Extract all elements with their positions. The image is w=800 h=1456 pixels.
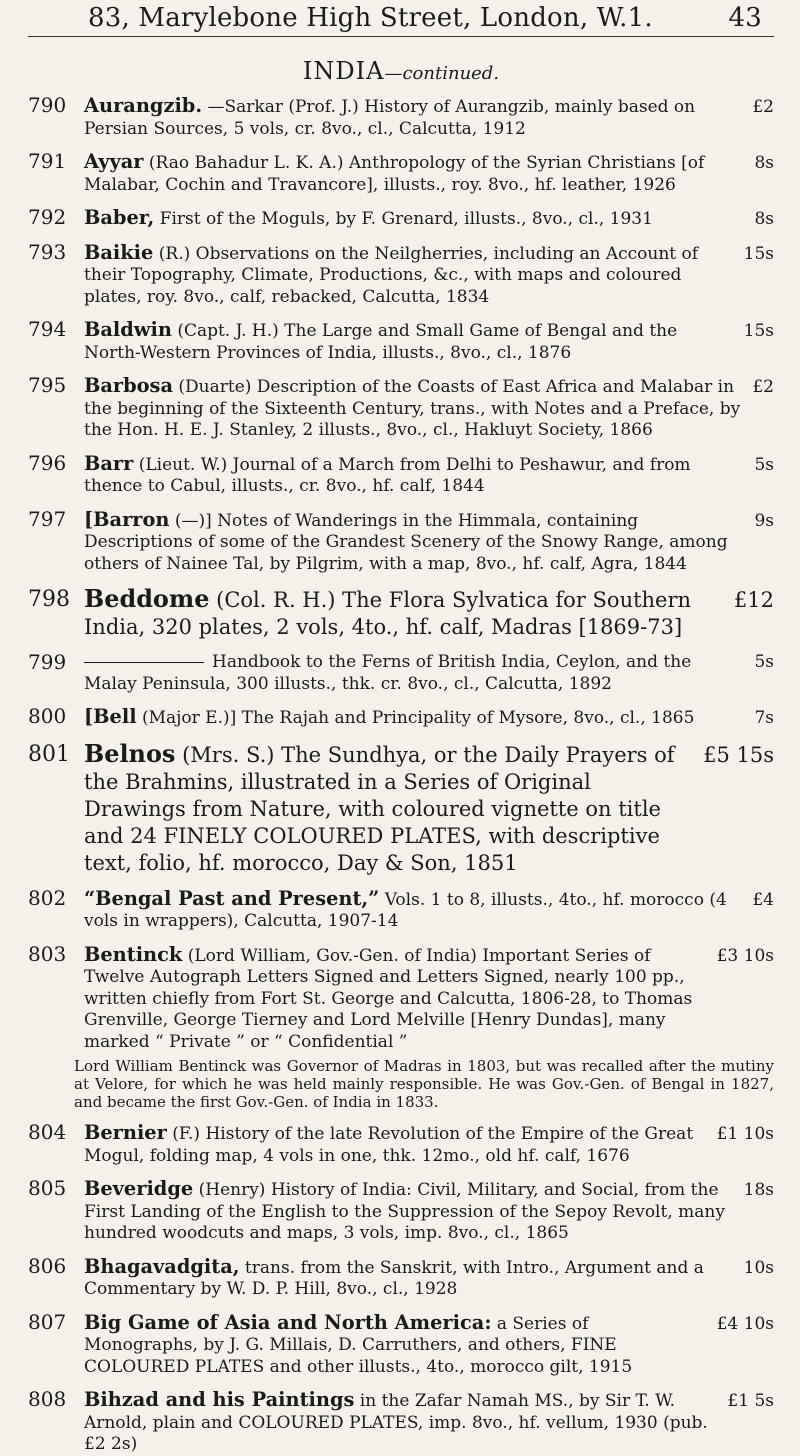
entry-line	[84, 319, 774, 364]
entry-number: 802	[28, 885, 67, 910]
entry-number: 801	[28, 741, 70, 767]
catalogue-entry	[28, 941, 774, 1112]
page-number: 43	[728, 3, 762, 33]
entry-price: 8s	[754, 153, 774, 173]
entry-body	[84, 706, 694, 730]
catalogue-entry	[28, 95, 774, 140]
entry-body	[84, 1312, 705, 1379]
entry-number: 798	[28, 587, 70, 612]
entry-body	[84, 375, 740, 442]
entry-number: 799	[28, 650, 67, 674]
catalogue-entry	[28, 450, 774, 498]
entry-author: Big Game of Asia and North America:	[84, 1310, 492, 1334]
entry-price: £4 10s	[716, 1313, 774, 1334]
catalogue-entry	[28, 741, 774, 877]
entry-author: [Barron	[84, 507, 170, 531]
entry-price: £1 10s	[716, 1124, 774, 1144]
entry-number: 796	[28, 450, 67, 475]
entry-author: Belnos	[84, 739, 176, 768]
entry-price: 18s	[743, 1180, 774, 1200]
entry-body	[84, 509, 742, 576]
entry-price: 7s	[754, 708, 774, 728]
entry-body	[84, 1256, 732, 1301]
running-head	[28, 0, 774, 36]
entry-line	[84, 509, 774, 576]
entry-price: 15s	[743, 321, 774, 341]
entry-number: 808	[28, 1387, 67, 1411]
entry-price: 5s	[754, 652, 774, 672]
entry-price: £2	[752, 97, 774, 117]
entry-body	[84, 453, 742, 498]
entry-description: (Rao Bahadur L. K. A.) Anthropology of the Syrian Christians [of Malabar, Cochin and Travancore], illusts., roy. 8vo., hf. leather, 1926	[84, 153, 705, 195]
entry-price: £5 15s	[703, 742, 774, 767]
entry-author: Bihzad and his Paintings	[84, 1388, 355, 1411]
entry-list	[28, 95, 774, 1456]
entry-description: a Series of Monographs, by J. G. Millais, D. Carruthers, and others, FINE COLOURED PLATES and other illusts., 4to., morocco gilt, 1915	[84, 1313, 633, 1377]
entry-description: (—)] Notes of Wanderings in the Himmala, containing Descriptions of some of the Grandest Scenery of the Snowy Range, among others of Nainee Tal, by Pilgrim, with a map, 8vo., hf. calf, Agra, 1844	[84, 510, 728, 574]
entry-line	[84, 1312, 774, 1379]
entry-description: (Major E.)] The Rajah and Principality of Mysore, 8vo., cl., 1865	[141, 708, 695, 728]
entry-line	[84, 1389, 774, 1456]
entry-number: 792	[28, 205, 67, 229]
entry-author: Bentinck	[84, 942, 183, 966]
entry-description: First of the Moguls, by F. Grenard, illusts., 8vo., cl., 1931	[159, 209, 653, 229]
catalogue-entry	[28, 207, 774, 231]
entry-line	[84, 888, 774, 933]
catalogue-entry	[28, 706, 774, 730]
catalogue-entry	[28, 1253, 774, 1301]
entry-line	[84, 151, 774, 196]
catalogue-entry	[28, 1309, 774, 1379]
entry-body	[84, 741, 691, 877]
catalogue-entry	[28, 652, 774, 695]
entry-body	[84, 586, 722, 641]
catalogue-entry	[28, 885, 774, 933]
entry-price: 15s	[743, 243, 774, 264]
entry-description: in the Zafar Namah MS., by Sir T. W. Arnold, plain and COLOURED PLATES, imp. 8vo., hf. vellum, 1930 (pub. £2 2s)	[84, 1391, 708, 1454]
entry-body	[84, 944, 705, 1054]
entry-description: (Lieut. W.) Journal of a March from Delhi to Peshawur, and from thence to Cabul, illusts., cr. 8vo., hf. calf, 1844	[84, 454, 691, 496]
entry-body	[84, 1122, 705, 1167]
entry-author: Bernier	[84, 1121, 167, 1144]
entry-line	[84, 1122, 774, 1167]
entry-description: Vols. 1 to 8, illusts., 4to., hf. morocco (4 vols in wrappers), Calcutta, 1907-14	[84, 889, 727, 931]
entry-price: 10s	[743, 1257, 774, 1278]
entry-line	[84, 706, 774, 730]
entry-body	[84, 888, 740, 933]
entry-number: 804	[28, 1120, 67, 1144]
entry-number: 807	[28, 1309, 67, 1334]
entry-body	[84, 95, 740, 140]
entry-number: 806	[28, 1253, 67, 1278]
entry-description: (Lord William, Gov.-Gen. of India) Important Series of Twelve Autograph Letters Signed and Letters Signed, nearly 100 pp., written chiefly from Fort St. George and Calcutta, 1806-28, to Thomas Grenville, George Tierney and Lord Melville [Henry Dundas], many marked “ Private ” or “ Confidential ”	[84, 945, 693, 1052]
entry-description: (Henry) History of India: Civil, Military, and Social, from the First Landing of the English to the Suppression of the Sepoy Revolt, many hundred woodcuts and maps, 3 vols, imp. 8vo., cl., 1865	[84, 1180, 725, 1243]
entry-number: 803	[28, 941, 67, 966]
entry-author: Barbosa	[84, 374, 173, 397]
entry-price: 9s	[754, 510, 774, 531]
entry-description: (F.) History of the late Revolution of the Empire of the Great Mogul, folding map, 4 vols in one, thk. 12mo., old hf. calf, 1676	[84, 1124, 694, 1166]
entry-description: (Capt. J. H.) The Large and Small Game of Bengal and the North-Western Provinces of India, illusts., 8vo., cl., 1876	[84, 321, 678, 363]
entry-price: 5s	[754, 454, 774, 475]
section-title-text: INDIA	[302, 57, 385, 85]
entry-number: 797	[28, 506, 67, 531]
entry-description: (Col. R. H.) The Flora Sylvatica for Southern India, 320 plates, 2 vols, 4to., hf. calf, Madras [1869-73]	[84, 588, 692, 639]
entry-author: Beveridge	[84, 1177, 194, 1200]
entry-line	[84, 586, 774, 641]
section-title	[28, 57, 774, 85]
entry-body	[84, 319, 732, 364]
entry-author: Baber,	[84, 206, 155, 229]
entry-description: (Mrs. S.) The Sundhya, or the Daily Prayers of the Brahmins, illustrated in a Series of Original Drawings from Nature, with coloured vignette on title and 24 FINELY COLOURED PLATES, with descriptive text, folio, hf. morocco, Day & Son, 1851	[84, 742, 675, 875]
entry-number: 790	[28, 93, 67, 117]
catalogue-entry	[28, 586, 774, 641]
entry-line	[84, 1178, 774, 1245]
entry-description: trans. from the Sanskrit, with Intro., Argument and a Commentary by W. D. P. Hill, 8vo., cl., 1928	[84, 1257, 704, 1299]
entry-line	[84, 741, 774, 877]
entry-price: £3 10s	[716, 945, 774, 966]
entry-author: Baldwin	[84, 318, 172, 341]
catalogue-entry	[28, 1122, 774, 1167]
entry-author: Beddome	[84, 585, 210, 613]
catalogue-entry	[28, 506, 774, 576]
catalogue-entry	[28, 375, 774, 442]
entry-price: £2	[752, 377, 774, 397]
section-continued: —continued.	[384, 63, 500, 84]
catalogue-entry	[28, 151, 774, 196]
running-head-title: 83, Marylebone High Street, London, W.1.	[88, 3, 653, 33]
entry-line	[84, 207, 774, 231]
entry-author: Bhagavadgita,	[84, 1254, 240, 1278]
entry-description: —Sarkar (Prof. J.) History of Aurangzib, mainly based on Persian Sources, 5 vols, cr. 8vo., cl., Calcutta, 1912	[84, 97, 696, 139]
entry-price: £4	[752, 889, 774, 910]
catalogue-entry	[28, 319, 774, 364]
entry-line	[84, 652, 774, 695]
entry-author: Aurangzib.	[84, 94, 203, 117]
entry-body	[84, 242, 732, 309]
entry-price: £1 5s	[727, 1391, 774, 1411]
entry-body	[84, 652, 742, 695]
entry-description: (R.) Observations on the Neilgherries, including an Account of their Topography, Climate, Productions, &c., with maps and coloured plates, roy. 8vo., calf, rebacked, Calcutta, 1834	[84, 243, 699, 307]
catalogue-entry	[28, 1178, 774, 1245]
entry-price: £12	[733, 588, 774, 612]
entry-description: (Duarte) Description of the Coasts of East Africa and Malabar in the beginning of the Sixteenth Century, trans., with Notes and a Preface, by the Hon. H. E. J. Stanley, 2 illusts., 8vo., cl., Hakluyt Society, 1866	[84, 377, 741, 440]
entry-body	[84, 1178, 732, 1245]
entry-author: Barr	[84, 451, 134, 475]
catalogue-entry	[28, 1389, 774, 1456]
entry-line	[84, 95, 774, 140]
entry-author: [Bell	[84, 705, 137, 728]
entry-number: 795	[28, 373, 67, 397]
entry-body	[84, 151, 742, 196]
entry-body	[84, 207, 653, 231]
entry-number: 794	[28, 317, 67, 341]
entry-line	[84, 375, 774, 442]
header-rule	[28, 36, 774, 37]
entry-description: Handbook to the Ferns of British India, Ceylon, and the Malay Peninsula, 300 illusts., thk. cr. 8vo., cl., Calcutta, 1892	[84, 652, 692, 694]
entry-author: Ayyar	[84, 150, 144, 173]
entry-line	[84, 242, 774, 309]
entry-number: 805	[28, 1176, 67, 1200]
entry-author: Baikie	[84, 240, 154, 264]
entry-number: 793	[28, 239, 67, 264]
entry-author: “Bengal Past and Present,”	[84, 886, 380, 910]
entry-body	[84, 1389, 715, 1456]
entry-price: 8s	[754, 209, 774, 229]
entry-line	[84, 944, 774, 1054]
entry-line	[84, 453, 774, 498]
ditto-dash	[84, 662, 204, 663]
entry-number: 800	[28, 704, 67, 728]
entry-line	[84, 1256, 774, 1301]
catalogue-entry	[28, 239, 774, 309]
entry-note: Lord William Bentinck was Governor of Madras in 1803, but was recalled after the mutiny at Velore, for which he was held mainly responsible. He was Gov.-Gen. of Bengal in 1827, and became the first Gov.-Gen. of India in 1833.	[74, 1057, 774, 1111]
entry-number: 791	[28, 149, 67, 173]
